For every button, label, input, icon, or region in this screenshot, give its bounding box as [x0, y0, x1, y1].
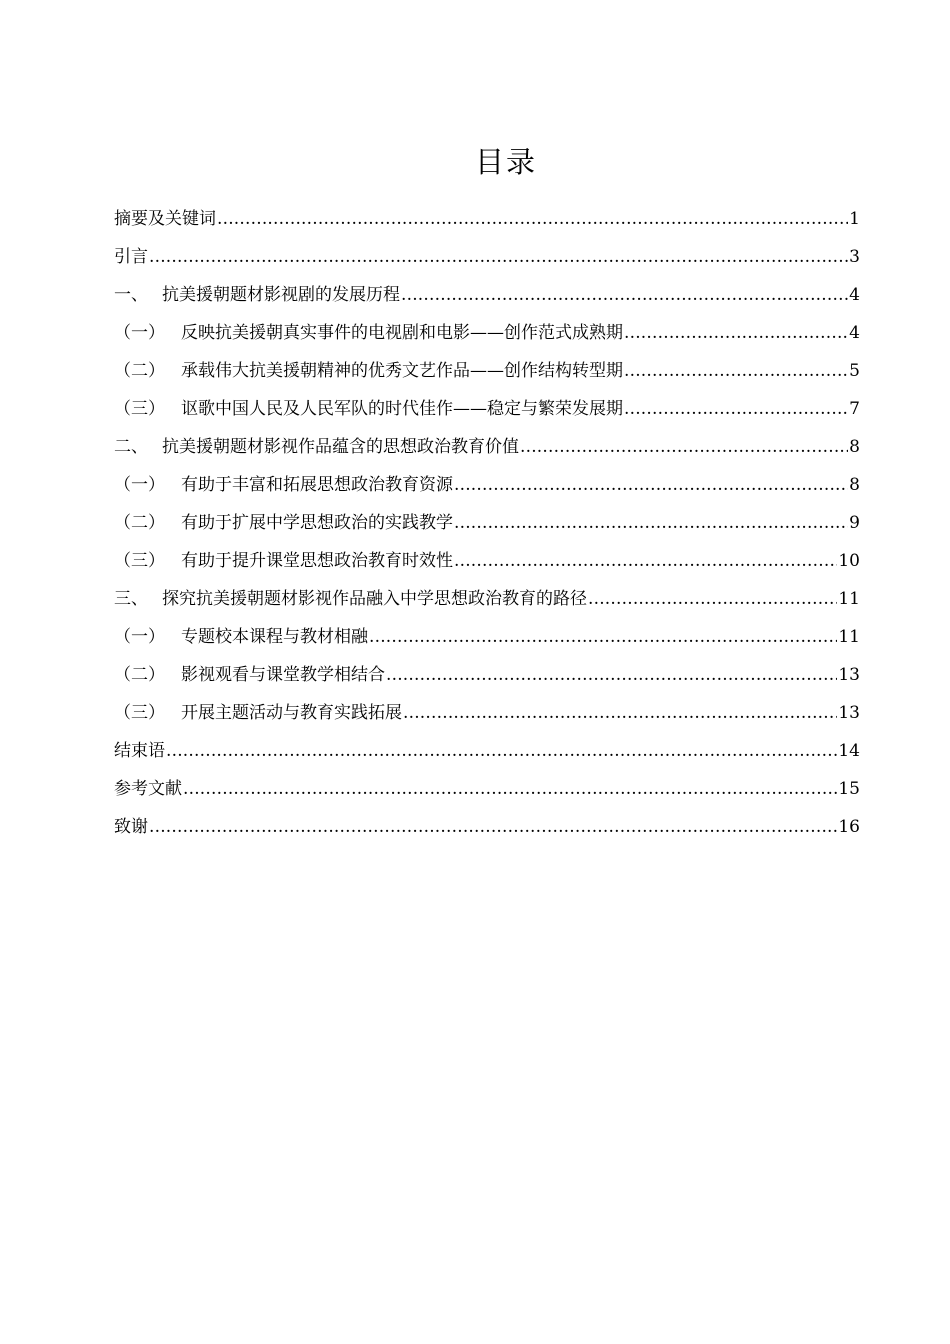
- toc-entry[interactable]: [114, 238, 860, 276]
- toc-entry-prefix: 二、: [114, 437, 148, 457]
- toc-dot-leader: [624, 314, 848, 352]
- toc-entry-label: 参考文献: [114, 779, 182, 799]
- toc-entry-label: 探究抗美援朝题材影视作品融入中学思想政治教育的路径: [162, 589, 587, 609]
- toc-dot-leader: [624, 390, 848, 428]
- toc-entry-label: 有助于丰富和拓展思想政治教育资源: [181, 475, 453, 495]
- toc-entry-page: 1: [849, 209, 860, 229]
- toc-entry-page: 13: [838, 665, 860, 685]
- toc-entry-label: 致谢: [114, 817, 148, 837]
- toc-entry-prefix: 一、: [114, 285, 148, 305]
- toc-entry-page: 10: [838, 551, 860, 571]
- toc-entry[interactable]: [114, 618, 860, 656]
- toc-entry-label: 讴歌中国人民及人民军队的时代佳作——稳定与繁荣发展期: [181, 399, 623, 419]
- toc-entry-prefix: （三）: [114, 551, 165, 571]
- toc-entry-page: 13: [838, 703, 860, 723]
- toc-entry-prefix: （二）: [114, 513, 165, 533]
- toc-dot-leader: [454, 466, 848, 504]
- toc-entry-page: 5: [849, 361, 860, 381]
- toc-entry-prefix: （二）: [114, 361, 165, 381]
- table-of-contents: [114, 200, 860, 846]
- toc-entry-label: 抗美援朝题材影视作品蕴含的思想政治教育价值: [162, 437, 519, 457]
- toc-entry-label: 开展主题活动与教育实践拓展: [181, 703, 402, 723]
- toc-entry-page: 7: [849, 399, 860, 419]
- toc-entry-prefix: 三、: [114, 589, 148, 609]
- toc-dot-leader: [588, 580, 837, 618]
- toc-entry[interactable]: [114, 352, 860, 390]
- toc-dot-leader: [386, 656, 837, 694]
- toc-dot-leader: [401, 276, 848, 314]
- toc-entry-label: 反映抗美援朝真实事件的电视剧和电影——创作范式成熟期: [181, 323, 623, 343]
- toc-entry-prefix: （三）: [114, 399, 165, 419]
- toc-dot-leader: [624, 352, 848, 390]
- toc-dot-leader: [217, 200, 848, 238]
- toc-entry[interactable]: [114, 200, 860, 238]
- toc-dot-leader: [520, 428, 848, 466]
- toc-entry-page: 9: [849, 513, 860, 533]
- toc-entry-prefix: （二）: [114, 665, 165, 685]
- toc-entry[interactable]: [114, 390, 860, 428]
- toc-entry-page: 8: [849, 475, 860, 495]
- toc-entry-page: 3: [849, 247, 860, 267]
- toc-dot-leader: [369, 618, 837, 656]
- toc-dot-leader: [454, 542, 837, 580]
- toc-entry-label: 影视观看与课堂教学相结合: [181, 665, 385, 685]
- toc-entry[interactable]: [114, 656, 860, 694]
- toc-dot-leader: [454, 504, 848, 542]
- toc-entry-prefix: （一）: [114, 475, 165, 495]
- toc-dot-leader: [166, 732, 837, 770]
- toc-entry-label: 引言: [114, 247, 148, 267]
- toc-entry-label: 专题校本课程与教材相融: [181, 627, 368, 647]
- toc-entry-page: 11: [838, 627, 860, 647]
- toc-entry[interactable]: [114, 580, 860, 618]
- toc-entry[interactable]: [114, 314, 860, 352]
- toc-entry-label: 抗美援朝题材影视剧的发展历程: [162, 285, 400, 305]
- toc-entry[interactable]: [114, 428, 860, 466]
- toc-entry-label: 承载伟大抗美援朝精神的优秀文艺作品——创作结构转型期: [181, 361, 623, 381]
- toc-entry-page: 8: [849, 437, 860, 457]
- toc-entry[interactable]: [114, 808, 860, 846]
- toc-entry[interactable]: [114, 694, 860, 732]
- toc-entry-prefix: （一）: [114, 323, 165, 343]
- toc-title: 目录: [474, 145, 537, 179]
- toc-dot-leader: [149, 238, 848, 276]
- toc-dot-leader: [183, 770, 837, 808]
- toc-entry[interactable]: [114, 466, 860, 504]
- toc-entry[interactable]: [114, 770, 860, 808]
- toc-dot-leader: [403, 694, 837, 732]
- toc-entry-page: 14: [838, 741, 860, 761]
- toc-entry-label: 有助于提升课堂思想政治教育时效性: [181, 551, 453, 571]
- toc-entry-prefix: （一）: [114, 627, 165, 647]
- toc-entry-page: 16: [838, 817, 860, 837]
- toc-entry-label: 摘要及关键词: [114, 209, 216, 229]
- toc-entry-page: 15: [838, 779, 860, 799]
- toc-entry[interactable]: [114, 542, 860, 580]
- toc-dot-leader: [149, 808, 837, 846]
- toc-entry-prefix: （三）: [114, 703, 165, 723]
- toc-entry-page: 11: [838, 589, 860, 609]
- toc-entry-label: 有助于扩展中学思想政治的实践教学: [181, 513, 453, 533]
- toc-entry-page: 4: [849, 323, 860, 343]
- toc-entry-label: 结束语: [114, 741, 165, 761]
- toc-entry[interactable]: [114, 504, 860, 542]
- toc-entry[interactable]: [114, 276, 860, 314]
- toc-entry[interactable]: [114, 732, 860, 770]
- toc-entry-page: 4: [849, 285, 860, 305]
